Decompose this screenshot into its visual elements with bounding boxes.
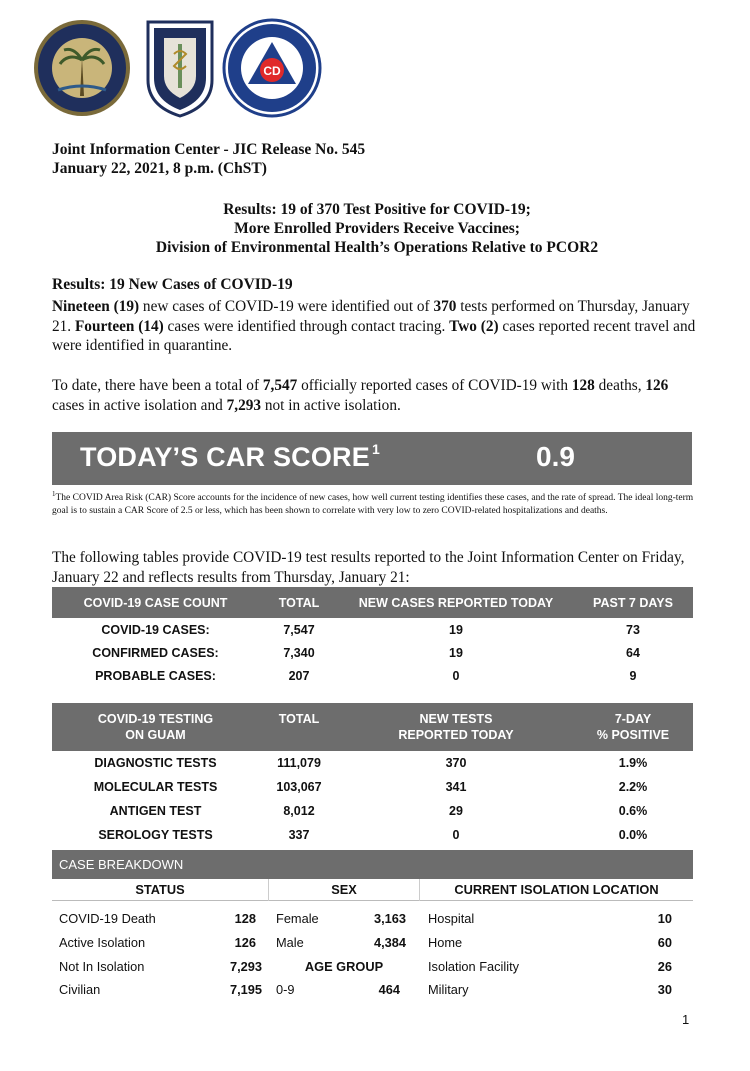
table-cell: 337 [288,828,310,842]
table-row [52,751,693,775]
header-line: REPORTED TODAY [398,728,514,742]
status-label: COVID-19 Death [59,911,156,926]
column-header: PAST 7 DAYS [573,587,693,618]
table-cell: 370 [445,756,467,770]
column-header: TOTAL [259,587,339,618]
table-cell: 9 [629,668,637,683]
text: officially reported cases of COVID-19 with [297,377,572,394]
text: deaths, [594,377,646,394]
table-row [52,641,693,664]
header-line: 7-DAY [614,712,652,726]
table-cell: 7,340 [283,645,315,660]
section-heading: Results: 19 New Cases of COVID-19 [52,276,293,293]
table-cell: 0.6% [618,804,648,818]
text: cases in active isolation and [52,396,227,414]
column-header [573,703,693,751]
sex-value: 3,163 [373,911,406,926]
table-cell: 2.2% [618,780,648,794]
table-cell: 19 [449,622,463,637]
location-header: CURRENT ISOLATION LOCATION [420,879,693,901]
table-cell: 111,079 [277,756,321,770]
table-cell: 341 [445,780,467,794]
age-label: 0-9 [276,982,295,997]
release-header [52,140,702,178]
row-label: MOLECULAR TESTS [93,780,218,794]
footnote-text: The COVID Area Risk (CAR) Score accounts for the incidence of new cases, how well current testing identifies these cases, and the rate of spread. The ideal long-term goal is to sustain a CAR Score of 2.5 or less, which has been shown to correlate with very low to zero COVID-related hospitalizations and deaths. [52,493,694,517]
age-value: 464 [378,982,400,997]
text: To date, there have been a total of [52,377,263,394]
title-line: Division of Environmental Health’s Operations Relative to PCOR2 [155,239,599,256]
table-row [52,664,693,687]
case-breakdown-grid [52,879,693,1009]
text: cases were identified through contact tracing. [163,317,450,335]
location-value: 30 [657,982,672,997]
status-value: 126 [234,935,256,950]
case-count-table [52,587,693,687]
header-line: COVID-19 TESTING [97,712,214,726]
title-line: Results: 19 of 370 Test Positive for COVID-19; [223,201,531,218]
sex-value: 4,384 [373,935,406,950]
status-value: 7,195 [229,982,262,997]
table-row [52,775,693,799]
location-label: Hospital [428,911,475,926]
text-bold: 126 [645,377,669,394]
table-cell: 73 [626,622,640,637]
tables-intro-paragraph: The following tables provide COVID-19 test results reported to the Joint Information Center on Friday, January 22 and reflects results from Thursday, January 21: [52,549,685,586]
text: new cases of COVID-19 were identified out of [139,298,434,315]
location-label: Isolation Facility [428,959,520,974]
row-label: DIAGNOSTIC TESTS [94,756,217,770]
row-label: SEROLOGY TESTS [98,828,213,842]
column-header [52,703,259,751]
table-row [52,823,693,847]
civil-defense-seal-logo [222,18,322,118]
text-bold: Two (2) [449,317,499,335]
row-label: COVID-19 CASES: [101,622,210,637]
status-label: Civilian [59,982,101,997]
status-value: 128 [234,911,256,926]
table-cell: 103,067 [276,780,322,794]
table-cell: 7,547 [283,622,315,637]
table-cell: 207 [288,668,310,683]
table-cell: 1.9% [618,756,648,770]
civil-defense-letters: CD [263,64,281,78]
age-group-header: AGE GROUP [304,959,384,974]
footnote-mark: 1 [52,490,56,498]
text-bold: Fourteen (14) [74,317,164,335]
total-cases-paragraph [52,376,702,415]
table-cell: 0 [452,828,460,842]
table-cell: 8,012 [283,804,315,818]
text: not in active isolation. [261,396,401,414]
status-label: Not In Isolation [59,959,145,974]
table-cell: 0 [452,668,460,683]
table-cell: 0.0% [618,828,648,842]
car-footnote [52,488,697,518]
table-cell: 19 [449,645,463,660]
text-bold: 128 [571,377,595,394]
location-label: Military [428,982,469,997]
sex-label: Female [276,911,319,926]
status-value: 7,293 [229,959,262,974]
column-header: NEW CASES REPORTED TODAY [339,587,573,618]
public-health-seal-logo [142,18,218,118]
case-breakdown [52,850,693,1009]
table-header-row [52,587,693,618]
governor-seal-logo [32,18,132,118]
row-label: CONFIRMED CASES: [92,645,219,660]
text: tests performed on Thursday, January 21. [52,298,690,335]
text-bold: 7,547 [262,377,298,394]
release-date: January 22, 2021, 8 p.m. (ChST) [52,160,267,177]
table-cell: 29 [449,804,463,818]
header-line: NEW TESTS [419,712,493,726]
status-label: Active Isolation [59,935,146,950]
table-row [52,799,693,823]
header-line: TOTAL [278,712,320,726]
location-value: 10 [657,911,672,926]
car-score-title [80,441,380,473]
page-number: 1 [682,1012,690,1027]
car-title-text: TODAY’S CAR SCORE [80,442,370,472]
car-score-banner [52,432,692,485]
column-header: COVID-19 CASE COUNT [52,587,259,618]
car-score-value: 0.9 [536,441,575,472]
text: cases reported recent travel and were identified in quarantine. [52,317,696,354]
results-title [52,200,702,257]
header-line: ON GUAM [125,728,186,742]
row-label: ANTIGEN TEST [109,804,202,818]
text-bold: 370 [433,298,457,315]
new-cases-paragraph [52,297,702,356]
release-number: Joint Information Center - JIC Release No. 545 [52,141,366,158]
text-bold: 7,293 [226,396,262,414]
location-label: Home [428,935,463,950]
sex-label: Male [276,935,304,950]
table-header-row [52,703,693,751]
testing-table [52,703,693,847]
title-line: More Enrolled Providers Receive Vaccines; [234,220,520,237]
case-breakdown-title: CASE BREAKDOWN [52,850,693,879]
location-value: 60 [657,935,672,950]
header-line: % POSITIVE [596,728,670,742]
column-header [339,703,573,751]
status-header: STATUS [52,879,268,901]
footnote-mark: 1 [371,441,380,457]
column-header [259,703,339,751]
table-row [52,618,693,641]
text-bold: Nineteen (19) [52,298,140,315]
table-cell: 64 [626,645,640,660]
row-label: PROBABLE CASES: [95,668,216,683]
sex-header: SEX [269,879,419,901]
location-value: 26 [657,959,672,974]
